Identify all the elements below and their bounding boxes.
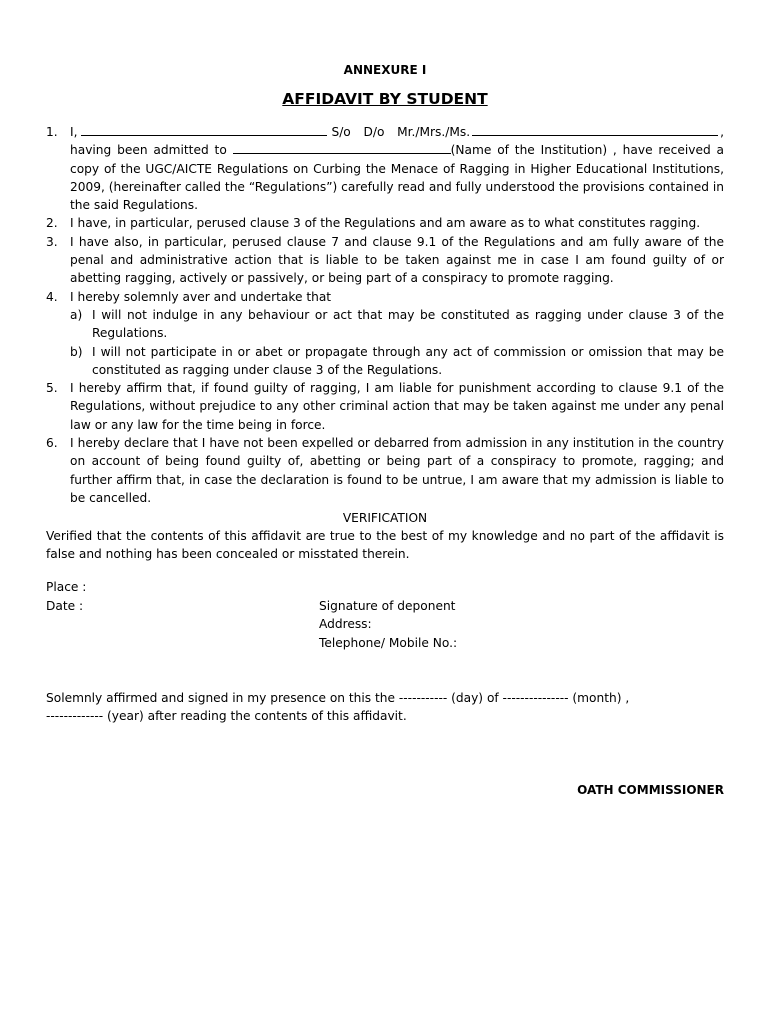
affirmation-line-1: Solemnly affirmed and signed in my presence on this the ----------- (day) of --------------- (month) , bbox=[46, 691, 630, 705]
item1-institution: (Name of the Institution) , have received a copy of bbox=[70, 143, 725, 176]
item-number: 2. bbox=[46, 216, 58, 231]
sub-item-number: a) bbox=[70, 307, 83, 322]
item-number: 6. bbox=[46, 436, 58, 451]
parent-name-blank[interactable] bbox=[472, 124, 718, 136]
annexure-label: ANNEXURE I bbox=[343, 63, 427, 77]
oath-commissioner-label: OATH COMMISSIONER bbox=[577, 783, 724, 797]
telephone-label: Telephone/ Mobile No.: bbox=[319, 636, 458, 650]
verification-heading: VERIFICATION bbox=[342, 511, 428, 525]
sub-item-text: I will not participate in or abet or propagate through any act of commission or omission that may be constituted as ragging under clause 3 of the Regulations. bbox=[92, 344, 724, 377]
date-label: Date : bbox=[46, 599, 84, 613]
item1-rest: the UGC/AICTE Regulations on Curbing the Menace of Ragging in Higher Educational Institutions, 2009, (hereinafter called the “Regulations”) carefully read and fully understood the provisions contained in the said Regulations. bbox=[70, 161, 725, 213]
signature-label: Signature of deponent bbox=[319, 599, 456, 613]
item-number: 4. bbox=[46, 289, 58, 304]
name-blank[interactable] bbox=[81, 124, 327, 136]
item1-admitted: been admitted to bbox=[117, 143, 227, 158]
list-item-5 bbox=[46, 379, 724, 434]
item-number: 5. bbox=[46, 381, 58, 396]
item1-i: I, bbox=[70, 125, 78, 139]
list-item-2 bbox=[46, 214, 724, 232]
place-label: Place : bbox=[46, 580, 87, 594]
affirmation-line-2: ------------- (year) after reading the contents of this affidavit. bbox=[46, 709, 407, 723]
item-text: I hereby declare that I have not been expelled or debarred from admission in any institution in the country on account of being found guilty of, abetting or being part of a conspiracy to promote, ragging; and further affirm that, in case the declaration is found to be untrue, I am aware that my admission is liable to be cancelled. bbox=[70, 436, 724, 505]
page-title: AFFIDAVIT BY STUDENT bbox=[282, 90, 488, 108]
item-text: I have also, in particular, perused clause 7 and clause 9.1 of the Regulations and am fully aware of the penal and administrative action that is liable to be taken against me in case I am found guilty of or abetting ragging, actively or passively, or being part of a conspiracy to promote ragging. bbox=[70, 234, 724, 286]
address-label: Address: bbox=[319, 617, 372, 631]
item1-having: , having bbox=[70, 125, 724, 158]
institution-blank[interactable] bbox=[233, 142, 451, 154]
sub-item-number: b) bbox=[70, 344, 83, 359]
item-text: I hereby solemnly aver and undertake that bbox=[70, 289, 332, 304]
list-item-6 bbox=[46, 434, 724, 507]
list-item-4 bbox=[46, 288, 724, 306]
item-number: 1. bbox=[46, 125, 58, 139]
item-number: 3. bbox=[46, 234, 58, 249]
declaration-list bbox=[46, 123, 724, 507]
item1-so: S/o D/o Mr./Mrs./Ms. bbox=[331, 125, 471, 139]
sub-item-a bbox=[46, 306, 724, 343]
item-text: I have, in particular, perused clause 3 of the Regulations and am aware as to what constitutes ragging. bbox=[70, 216, 701, 231]
list-item-3 bbox=[46, 233, 724, 288]
item-text: I hereby affirm that, if found guilty of ragging, I am liable for punishment according to clause 9.1 of the Regulations, without prejudice to any other criminal action that may be taken against me under any penal law or any law for the time being in force. bbox=[70, 381, 724, 432]
verification-text: Verified that the contents of this affidavit are true to the best of my knowledge and no part of the affidavit is false and nothing has been concealed or misstated therein. bbox=[46, 529, 724, 562]
sub-item-b bbox=[46, 343, 724, 380]
sub-item-text: I will not indulge in any behaviour or act that may be constituted as ragging under clause 3 of the Regulations. bbox=[92, 307, 724, 341]
list-item-1 bbox=[46, 123, 724, 214]
